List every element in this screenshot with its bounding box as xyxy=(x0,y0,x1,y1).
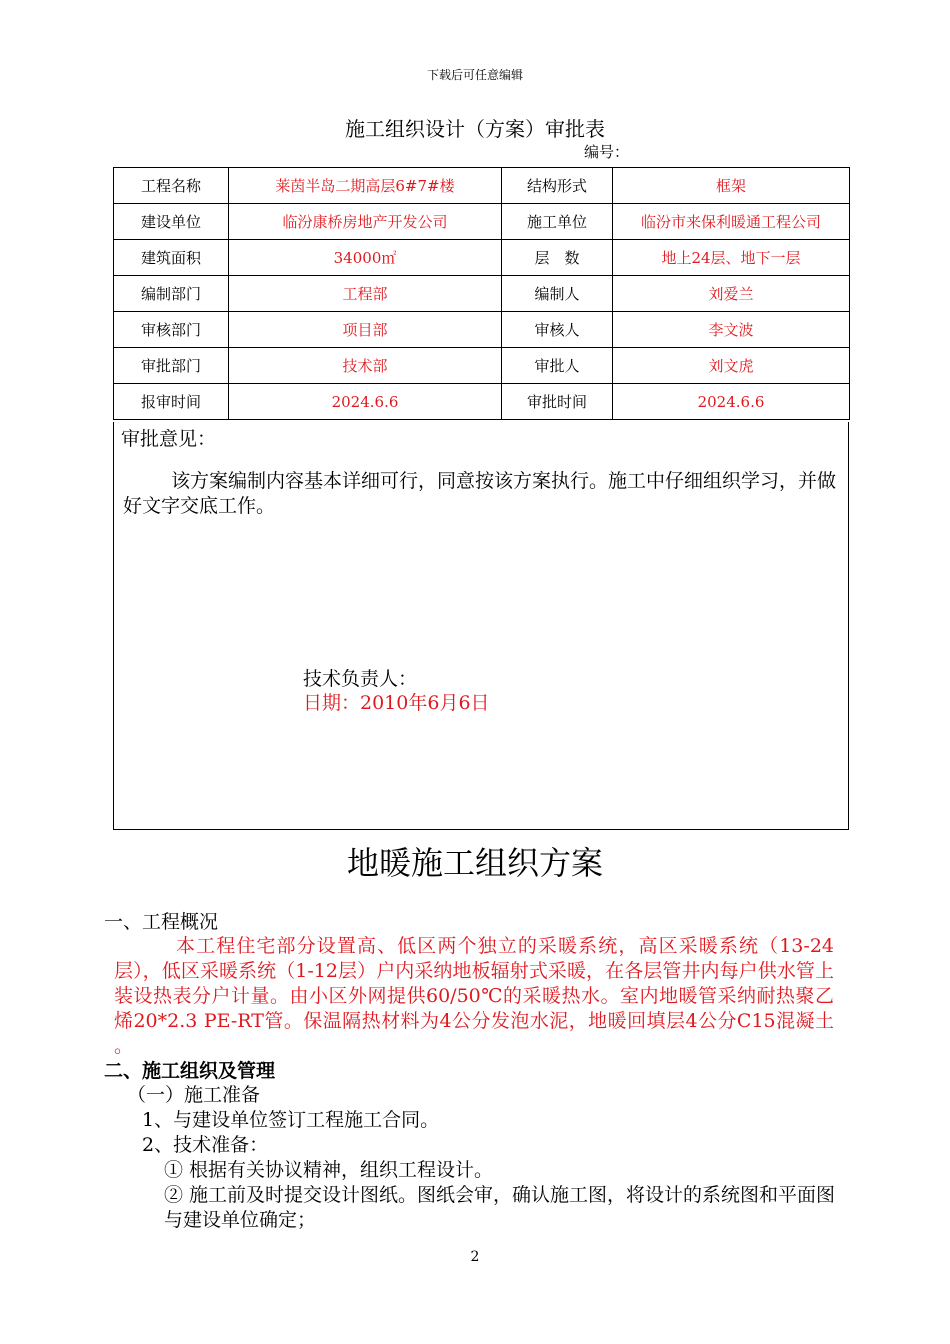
label-approval-date: 审批时间 xyxy=(502,384,613,420)
label-contractor: 施工单位 xyxy=(502,204,613,240)
value-preparer: 刘爱兰 xyxy=(613,276,850,312)
section-2-heading: 二、施工组织及管理 xyxy=(104,1060,276,1082)
label-preparer: 编制人 xyxy=(502,276,613,312)
value-floor-area: 34000㎡ xyxy=(229,240,502,276)
label-prep-dept: 编制部门 xyxy=(114,276,229,312)
value-prep-dept: 工程部 xyxy=(229,276,502,312)
label-floor-area: 建筑面积 xyxy=(114,240,229,276)
section-1-body: 本工程住宅部分设置高、低区两个独立的采暖系统，高区采暖系统（13-24层），低区采暖系统（1-12层）户内采纳地板辐射式采暖，在各层管井内每户供水管上装设热表分户计量。由小区外网提供60/50℃的采暖热水。室内地暖管采纳耐热聚乙烯20*2.3 PE-RT管。保温隔热材料为4公分发泡水泥，地暖回填层4公分C15混凝土 。 xyxy=(114,935,834,1057)
value-structure-type: 框架 xyxy=(613,168,850,204)
value-contractor: 临汾市来保利暖通工程公司 xyxy=(613,204,850,240)
table-row xyxy=(114,204,850,240)
list-item: ① 根据有关协议精神，组织工程设计。 xyxy=(164,1159,494,1181)
label-review-dept: 审核部门 xyxy=(114,312,229,348)
value-approval-date: 2024.6.6 xyxy=(613,384,850,420)
list-item: 2、技术准备： xyxy=(142,1134,269,1156)
value-storeys: 地上24层、地下一层 xyxy=(613,240,850,276)
approval-table xyxy=(113,167,850,420)
table-row xyxy=(114,384,850,420)
label-project-name: 工程名称 xyxy=(114,168,229,204)
value-submit-date: 2024.6.6 xyxy=(229,384,502,420)
label-structure-type: 结构形式 xyxy=(502,168,613,204)
approval-opinion-label: 审批意见： xyxy=(121,428,217,450)
label-approval-dept: 审批部门 xyxy=(114,348,229,384)
table-row xyxy=(114,312,850,348)
value-approval-dept: 技术部 xyxy=(229,348,502,384)
subsection-1-heading: （一）施工准备 xyxy=(127,1084,261,1106)
label-storeys: 层 数 xyxy=(502,240,613,276)
list-item: 1、与建设单位签订工程施工合同。 xyxy=(142,1109,440,1131)
table-row xyxy=(114,276,850,312)
table-row xyxy=(114,240,850,276)
approval-date-line: 日期：2010年6月6日 xyxy=(303,692,490,714)
value-project-name: 莱茵半岛二期高层6#7#楼 xyxy=(229,168,502,204)
label-reviewer: 审核人 xyxy=(502,312,613,348)
label-submit-date: 报审时间 xyxy=(114,384,229,420)
form-title: 施工组织设计（方案）审批表 xyxy=(345,117,605,141)
table-row xyxy=(114,348,850,384)
section-1-heading: 一、工程概况 xyxy=(104,911,219,933)
value-reviewer: 李文波 xyxy=(613,312,850,348)
value-approver: 刘文虎 xyxy=(613,348,850,384)
header-note: 下载后可任意编辑 xyxy=(426,68,523,82)
list-item: ② 施工前及时提交设计图纸。图纸会审，确认施工图，将设计的系统图和平面图与建设单位确定； xyxy=(164,1184,836,1231)
label-approver: 审批人 xyxy=(502,348,613,384)
technical-lead-label: 技术负责人： xyxy=(303,668,418,690)
approval-opinion-text: 该方案编制内容基本详细可行，同意按该方案执行。施工中仔细组织学习，并做好文字交底工作。 xyxy=(123,470,837,517)
value-owner: 临汾康桥房地产开发公司 xyxy=(229,204,502,240)
page-number: 2 xyxy=(470,1249,480,1265)
serial-number-label: 编号： xyxy=(584,143,630,161)
value-review-dept: 项目部 xyxy=(229,312,502,348)
table-row xyxy=(114,168,850,204)
label-owner: 建设单位 xyxy=(114,204,229,240)
document-title: 地暖施工组织方案 xyxy=(346,844,603,882)
